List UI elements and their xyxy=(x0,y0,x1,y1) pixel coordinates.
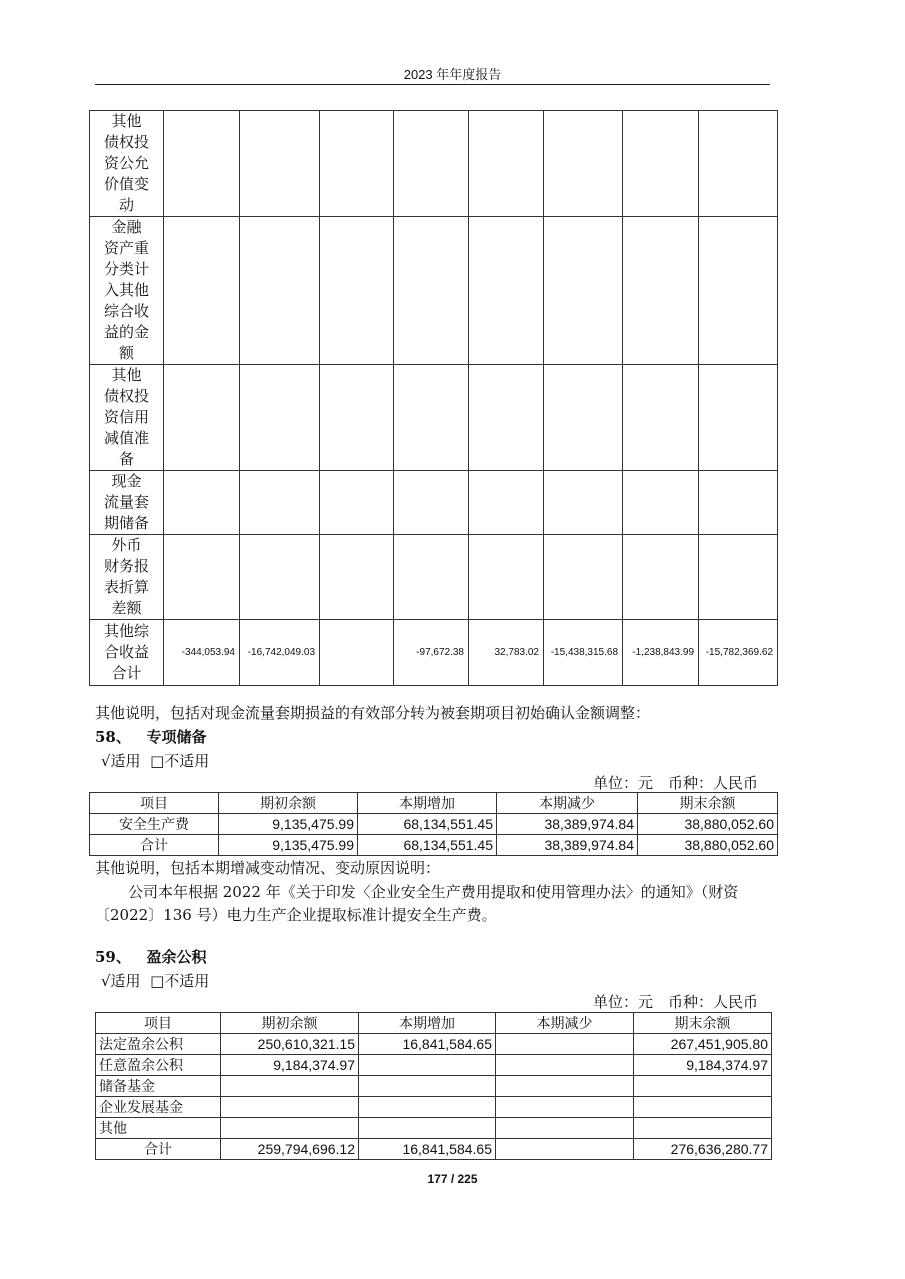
surplus-reserve-table xyxy=(95,1012,772,1160)
row-label-line: 额 xyxy=(118,344,134,362)
row-label xyxy=(90,217,164,365)
section-58-number: 58、 xyxy=(95,728,131,746)
value-cell: -16,742,049.03 xyxy=(240,620,320,686)
table-row xyxy=(90,365,778,471)
section-58-note-line-2: 〔2022〕136 号）电力生产企业提取标准计提安全生产费。 xyxy=(95,906,497,924)
increase-value xyxy=(359,1118,496,1139)
value-cell xyxy=(469,365,544,471)
value-cell: -15,438,315.68 xyxy=(544,620,623,686)
value-cell xyxy=(240,535,320,620)
row-label-line: 表折算 xyxy=(103,578,149,596)
header-closing-balance: 期末余额 xyxy=(638,793,778,814)
decrease-value xyxy=(496,1139,634,1160)
value-cell xyxy=(394,471,469,535)
opening-balance-value: 9,135,475.99 xyxy=(219,835,358,856)
value-cell xyxy=(623,535,699,620)
table-row xyxy=(90,535,778,620)
value-cell xyxy=(164,471,240,535)
increase-value xyxy=(359,1097,496,1118)
closing-balance-value: 38,880,052.60 xyxy=(638,814,778,835)
table-row xyxy=(96,1097,772,1118)
closing-balance-value: 276,636,280.77 xyxy=(634,1139,772,1160)
row-label-line: 其他 xyxy=(111,366,142,384)
value-cell xyxy=(544,365,623,471)
table-row xyxy=(96,1118,772,1139)
value-cell: -97,672.38 xyxy=(394,620,469,686)
value-cell xyxy=(623,111,699,217)
value-cell xyxy=(240,471,320,535)
row-label-line: 财务报 xyxy=(103,557,149,575)
value-cell xyxy=(544,217,623,365)
closing-balance-value: 38,880,052.60 xyxy=(638,835,778,856)
section-59-title: 盈余公积 xyxy=(146,948,207,966)
value-cell: -344,053.94 xyxy=(164,620,240,686)
value-cell xyxy=(699,535,778,620)
special-reserve-table xyxy=(89,792,778,856)
value-cell xyxy=(164,365,240,471)
closing-balance-value xyxy=(634,1076,772,1097)
row-label-line: 债权投 xyxy=(103,387,149,405)
header-opening-balance: 期初余额 xyxy=(219,793,358,814)
decrease-value xyxy=(496,1118,634,1139)
value-cell xyxy=(623,217,699,365)
decrease-value xyxy=(496,1076,634,1097)
not-applicable-checkbox: □不适用 xyxy=(150,752,210,770)
header-decrease: 本期减少 xyxy=(497,793,638,814)
note-cash-flow-hedge: 其他说明，包括对现金流量套期损益的有效部分转为被套期项目初始确认金额调整： xyxy=(95,704,651,722)
row-label xyxy=(90,365,164,471)
section-58-note-title: 其他说明，包括本期增减变动情况、变动原因说明： xyxy=(95,859,441,877)
row-label: 储备基金 xyxy=(96,1076,221,1097)
value-cell xyxy=(240,217,320,365)
table-row xyxy=(90,814,778,835)
row-label-line: 综合收 xyxy=(103,302,149,320)
row-label: 安全生产费 xyxy=(90,814,219,835)
value-cell xyxy=(699,471,778,535)
row-label: 其他 xyxy=(96,1118,221,1139)
row-label-line: 分类计 xyxy=(103,260,149,278)
applicable-checkbox: √适用 xyxy=(101,972,141,990)
value-cell xyxy=(164,217,240,365)
increase-value: 68,134,551.45 xyxy=(358,814,497,835)
value-cell xyxy=(394,535,469,620)
decrease-value xyxy=(496,1097,634,1118)
row-label-line: 现金 xyxy=(111,472,142,490)
decrease-value: 38,389,974.84 xyxy=(497,814,638,835)
decrease-value xyxy=(496,1034,634,1055)
value-cell xyxy=(394,217,469,365)
increase-value xyxy=(359,1076,496,1097)
row-label xyxy=(90,111,164,217)
row-label-line: 金融 xyxy=(111,218,142,236)
table-row xyxy=(90,111,778,217)
row-label-line: 备 xyxy=(118,450,134,468)
table-header-row xyxy=(90,793,778,814)
section-59-heading xyxy=(95,946,207,967)
row-label-line: 入其他 xyxy=(103,281,149,299)
row-label xyxy=(90,620,164,686)
header-closing-balance: 期末余额 xyxy=(634,1013,772,1034)
opening-balance-value xyxy=(221,1097,359,1118)
row-label-line: 资公允 xyxy=(103,154,149,172)
not-applicable-checkbox: □不适用 xyxy=(150,972,210,990)
row-label-line: 流量套 xyxy=(103,493,149,511)
oci-continuation-table xyxy=(89,110,778,686)
closing-balance-value xyxy=(634,1118,772,1139)
section-58-heading xyxy=(95,726,207,747)
value-cell xyxy=(320,111,394,217)
header-increase: 本期增加 xyxy=(358,793,497,814)
value-cell xyxy=(394,365,469,471)
row-label-line: 动 xyxy=(118,196,134,214)
row-label-line: 差额 xyxy=(111,599,142,617)
row-label-line: 资产重 xyxy=(103,239,149,257)
row-label xyxy=(90,535,164,620)
value-cell xyxy=(469,535,544,620)
row-label-line: 外币 xyxy=(111,536,142,554)
row-label-line: 其他 xyxy=(111,112,142,130)
value-cell: 32,783.02 xyxy=(469,620,544,686)
header-decrease: 本期减少 xyxy=(496,1013,634,1034)
closing-balance-value xyxy=(634,1097,772,1118)
row-label-line: 价值变 xyxy=(103,175,149,193)
value-cell xyxy=(164,535,240,620)
opening-balance-value xyxy=(221,1076,359,1097)
value-cell xyxy=(699,217,778,365)
value-cell xyxy=(469,217,544,365)
value-cell xyxy=(469,471,544,535)
value-cell: -1,238,843.99 xyxy=(623,620,699,686)
section-58-title: 专项储备 xyxy=(146,728,207,746)
value-cell xyxy=(699,365,778,471)
table-row xyxy=(96,1055,772,1076)
applicable-checkbox: √适用 xyxy=(101,752,141,770)
value-cell xyxy=(394,111,469,217)
value-cell xyxy=(544,471,623,535)
row-label: 合计 xyxy=(90,835,219,856)
value-cell xyxy=(699,111,778,217)
row-label-line: 期储备 xyxy=(103,514,149,532)
value-cell xyxy=(544,535,623,620)
header-item: 项目 xyxy=(96,1013,221,1034)
header-opening-balance: 期初余额 xyxy=(221,1013,359,1034)
row-label: 任意盈余公积 xyxy=(96,1055,221,1076)
section-59-applicability xyxy=(101,970,209,991)
table-total-row xyxy=(96,1139,772,1160)
header-divider xyxy=(95,84,770,85)
increase-value xyxy=(359,1055,496,1076)
header-increase: 本期增加 xyxy=(359,1013,496,1034)
value-cell xyxy=(623,365,699,471)
value-cell xyxy=(320,365,394,471)
row-label xyxy=(90,471,164,535)
section-58-applicability xyxy=(101,750,209,771)
value-cell xyxy=(320,620,394,686)
table-row xyxy=(90,471,778,535)
table-row xyxy=(90,217,778,365)
decrease-value xyxy=(496,1055,634,1076)
row-label-line: 其他综 xyxy=(103,622,149,640)
header-item: 项目 xyxy=(90,793,219,814)
opening-balance-value: 9,135,475.99 xyxy=(219,814,358,835)
row-label-line: 债权投 xyxy=(103,133,149,151)
decrease-value: 38,389,974.84 xyxy=(497,835,638,856)
value-cell: -15,782,369.62 xyxy=(699,620,778,686)
section-59-number: 59、 xyxy=(95,948,131,966)
table-row xyxy=(90,620,778,686)
value-cell xyxy=(240,111,320,217)
row-label-line: 益的金 xyxy=(103,323,149,341)
closing-balance-value: 9,184,374.97 xyxy=(634,1055,772,1076)
table-total-row xyxy=(90,835,778,856)
row-label: 企业发展基金 xyxy=(96,1097,221,1118)
table-header-row xyxy=(96,1013,772,1034)
value-cell xyxy=(469,111,544,217)
row-label: 合计 xyxy=(96,1139,221,1160)
table-row xyxy=(96,1034,772,1055)
opening-balance-value: 250,610,321.15 xyxy=(221,1034,359,1055)
section-59-unit: 单位：元 币种：人民币 xyxy=(593,993,759,1011)
row-label-line: 合计 xyxy=(111,664,142,682)
value-cell xyxy=(320,471,394,535)
increase-value: 16,841,584.65 xyxy=(359,1034,496,1055)
row-label-line: 合收益 xyxy=(103,643,149,661)
report-header-title: 2023 年年度报告 xyxy=(403,67,502,82)
value-cell xyxy=(623,471,699,535)
closing-balance-value: 267,451,905.80 xyxy=(634,1034,772,1055)
row-label-line: 资信用 xyxy=(103,408,149,426)
value-cell xyxy=(240,365,320,471)
value-cell xyxy=(164,111,240,217)
value-cell xyxy=(544,111,623,217)
row-label: 法定盈余公积 xyxy=(96,1034,221,1055)
increase-value: 16,841,584.65 xyxy=(359,1139,496,1160)
row-label-line: 减值准 xyxy=(103,429,149,447)
increase-value: 68,134,551.45 xyxy=(358,835,497,856)
page-number: 177 / 225 xyxy=(427,1172,478,1186)
section-58-unit: 单位：元 币种：人民币 xyxy=(593,774,759,792)
opening-balance-value: 259,794,696.12 xyxy=(221,1139,359,1160)
opening-balance-value: 9,184,374.97 xyxy=(221,1055,359,1076)
value-cell xyxy=(320,217,394,365)
table-row xyxy=(96,1076,772,1097)
section-58-note-line-1: 公司本年根据 2022 年《关于印发〈企业安全生产费用提取和使用管理办法〉的通知》（财资 xyxy=(128,883,739,901)
value-cell xyxy=(320,535,394,620)
opening-balance-value xyxy=(221,1118,359,1139)
